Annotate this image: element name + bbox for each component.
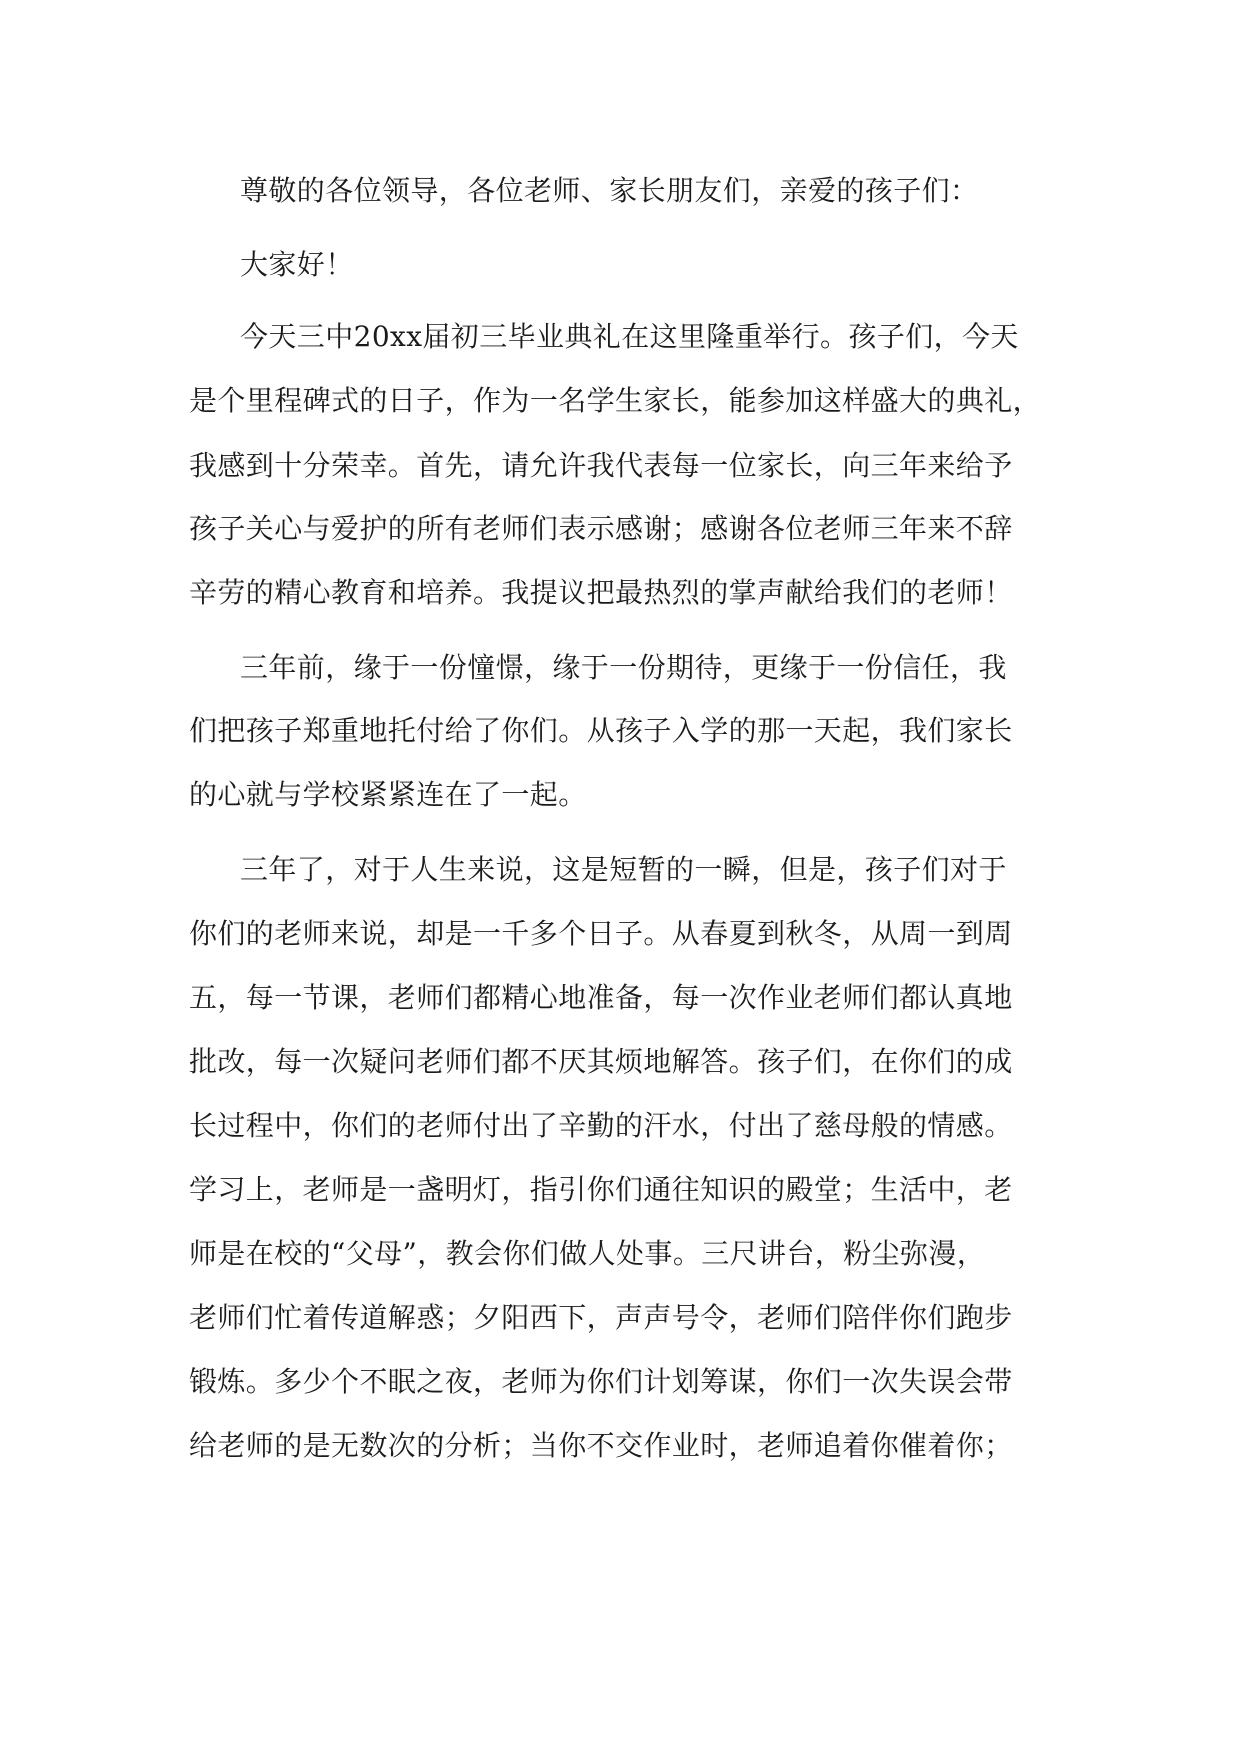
text-line-para3-7: 师是在校的“父母”，教会你们做人处事。三尺讲台，粉尘弥漫， — [189, 1237, 986, 1270]
text-line-para1-1: 今天三中20xx届初三毕业典礼在这里隆重举行。孩子们，今天 — [240, 320, 1019, 353]
text-line-para1-5: 辛劳的精心教育和培养。我提议把最热烈的掌声献给我们的老师！ — [189, 576, 1013, 609]
text-line-para3-10: 给老师的是无数次的分析；当你不交作业时，老师追着你催着你； — [189, 1429, 1013, 1462]
text-line-para3-8: 老师们忙着传道解惑；夕阳西下，声声号令，老师们陪伴你们跑步 — [189, 1301, 1013, 1334]
text-line-para3-4: 批改，每一次疑问老师们都不厌其烦地解答。孩子们，在你们的成 — [189, 1045, 1013, 1078]
text-line-para2-3: 的心就与学校紧紧连在了一起。 — [189, 778, 587, 811]
text-line-para3-3: 五，每一节课，老师们都精心地准备，每一次作业老师们都认真地 — [189, 981, 1013, 1014]
text-line-para1-4: 孩子关心与爱护的所有老师们表示感谢；感谢各位老师三年来不辞 — [189, 512, 1013, 545]
text-line-para2-1: 三年前，缘于一份憧憬，缘于一份期待，更缘于一份信任，我 — [240, 651, 1007, 684]
text-line-para3-9: 锻炼。多少个不眠之夜，老师为你们计划筹谋，你们一次失误会带 — [189, 1365, 1013, 1398]
text-line-para1-3: 我感到十分荣幸。首先，请允许我代表每一位家长，向三年来给予 — [189, 449, 1013, 482]
text-line-para1-2: 是个里程碑式的日子，作为一名学生家长，能参加这样盛大的典礼， — [189, 384, 1042, 417]
text-line-para3-6: 学习上，老师是一盏明灯，指引你们通往知识的殿堂；生活中，老 — [189, 1173, 1013, 1206]
text-line-para2-2: 们把孩子郑重地托付给了你们。从孩子入学的那一天起，我们家长 — [189, 714, 1013, 747]
text-line-greeting: 大家好！ — [240, 248, 354, 281]
text-line-para3-5: 长过程中，你们的老师付出了辛勤的汗水，付出了慈母般的情感。 — [189, 1109, 1013, 1142]
text-line-salutation: 尊敬的各位领导，各位老师、家长朋友们，亲爱的孩子们： — [240, 174, 979, 207]
text-line-para3-1: 三年了，对于人生来说，这是短暂的一瞬，但是，孩子们对于 — [240, 853, 1007, 886]
text-line-para3-2: 你们的老师来说，却是一千多个日子。从春夏到秋冬，从周一到周 — [189, 917, 1013, 950]
